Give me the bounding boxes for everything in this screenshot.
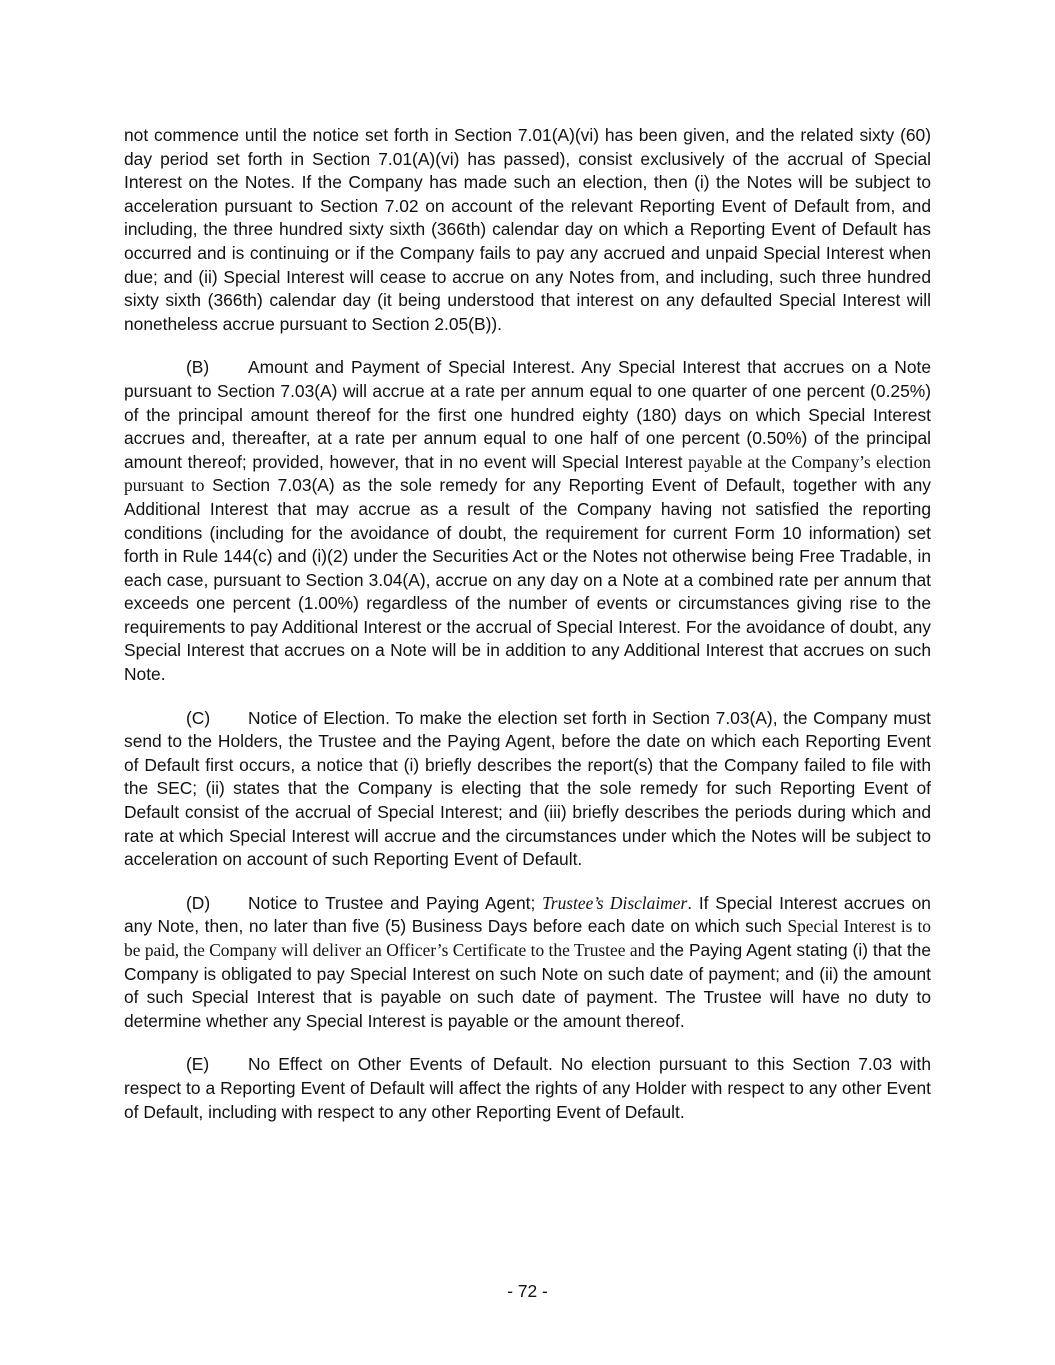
- paragraph-b-text-1: Any Special Interest that accrues on a Note pursuant to Section 7.03(A) will accrue at a rate per annum equal to one quarter of one percent (0.25%) of the principal amount thereof for the first one hundred eighty (180) days on which Special Interest accrues and, thereafter, at a rate per annum equal to one half of one percent (0.50%) of the principal amount thereof; provided, however, that in no event will Special Interest: [124, 357, 931, 472]
- paragraph-d-text-1: . If Special Interest accrues on any Note, then, no later than five (5) Business Days before each date on which such: [124, 892, 931, 937]
- paragraph-e: [124, 1053, 931, 1124]
- paragraph-c-text: To make the election set forth in Section 7.03(A), the Company must send to the Holders, the Trustee and the Paying Agent, before the date on which each Reporting Event of Default first occurs, a notice that (i) briefly describes the report(s) that the Company failed to file with the SEC; (ii) states that the Company is electing that the sole remedy for such Reporting Event of Default consist of the accrual of Special Interest; and (iii) briefly describes the periods during which and rate at which Special Interest will accrue and the circumstances under which the Notes will be subject to acceleration on account of such Reporting Event of Default.: [124, 707, 931, 870]
- paragraph-d-heading-italic: Trustee’s Disclaimer: [542, 892, 688, 913]
- paragraph-e-heading: No Effect on Other Events of Default.: [248, 1054, 553, 1075]
- paragraph-b-text-serif: payable at the Company’s election pursuant to: [124, 451, 932, 496]
- paragraph-b-heading: Amount and Payment of Special Interest.: [248, 357, 576, 378]
- paragraph-d-label: (D): [186, 892, 211, 913]
- paragraph-d-heading: Notice to Trustee and Paying Agent;: [248, 892, 536, 913]
- document-page: [124, 124, 931, 1144]
- paragraph-b-label: (B): [186, 357, 210, 378]
- paragraph-d: [124, 892, 931, 1034]
- paragraph-b: [124, 356, 931, 686]
- paragraph-d-text-serif: Special Interest is to be paid, the Company will deliver an Officer’s Certificate to the Trustee and: [124, 916, 931, 960]
- paragraph-d-text-2: the Paying Agent stating (i) that the Company is obligated to pay Special Interest on such Note on such date of payment; and (ii) the amount of such Special Interest that is payable on such date of payment. The Trustee will have no duty to determine whether any Special Interest is payable or the amount thereof.: [124, 940, 931, 1031]
- paragraph-a-continuation: [124, 124, 931, 336]
- paragraph-c: [124, 707, 931, 872]
- paragraph-c-label: (C): [186, 707, 211, 728]
- paragraph-e-text: No election pursuant to this Section 7.03 with respect to a Reporting Event of Default will affect the rights of any Holder with respect to any other Event of Default, including with respect to any other Reporting Event of Default.: [124, 1054, 931, 1122]
- paragraph-c-heading: Notice of Election.: [248, 707, 390, 728]
- paragraph-e-label: (E): [186, 1054, 210, 1075]
- page-number: - 72 -: [507, 1281, 548, 1301]
- paragraph-a-text: not commence until the notice set forth in Section 7.01(A)(vi) has been given, and the related sixty (60) day period set forth in Section 7.01(A)(vi) has passed), consist exclusively of the accrual of Special Interest on the Notes. If the Company has made such an election, then (i) the Notes will be subject to acceleration pursuant to Section 7.02 on account of the relevant Reporting Event of Default from, and including, the three hundred sixty sixth (366th) calendar day on which a Reporting Event of Default has occurred and is continuing or if the Company fails to pay any accrued and unpaid Special Interest when due; and (ii) Special Interest will cease to accrue on any Notes from, and including, such three hundred sixty sixth (366th) calendar day (it being understood that interest on any defaulted Special Interest will nonetheless accrue pursuant to Section 2.05(B)).: [124, 125, 931, 334]
- paragraph-b-text-2: Section 7.03(A) as the sole remedy for any Reporting Event of Default, together with any Additional Interest that may accrue as a result of the Company having not satisfied the reporting conditions (including for the avoidance of doubt, the requirement for current Form 10 information) set forth in Rule 144(c) and (i)(2) under the Securities Act or the Notes not otherwise being Free Tradable, in each case, pursuant to Section 3.04(A), accrue on any day on a Note at a combined rate per annum that exceeds one percent (1.00%) regardless of the number of events or circumstances giving rise to the requirements to pay Additional Interest or the accrual of Special Interest. For the avoidance of doubt, any Special Interest that accrues on a Note will be in addition to any Additional Interest that accrues on such Note.: [124, 475, 932, 685]
